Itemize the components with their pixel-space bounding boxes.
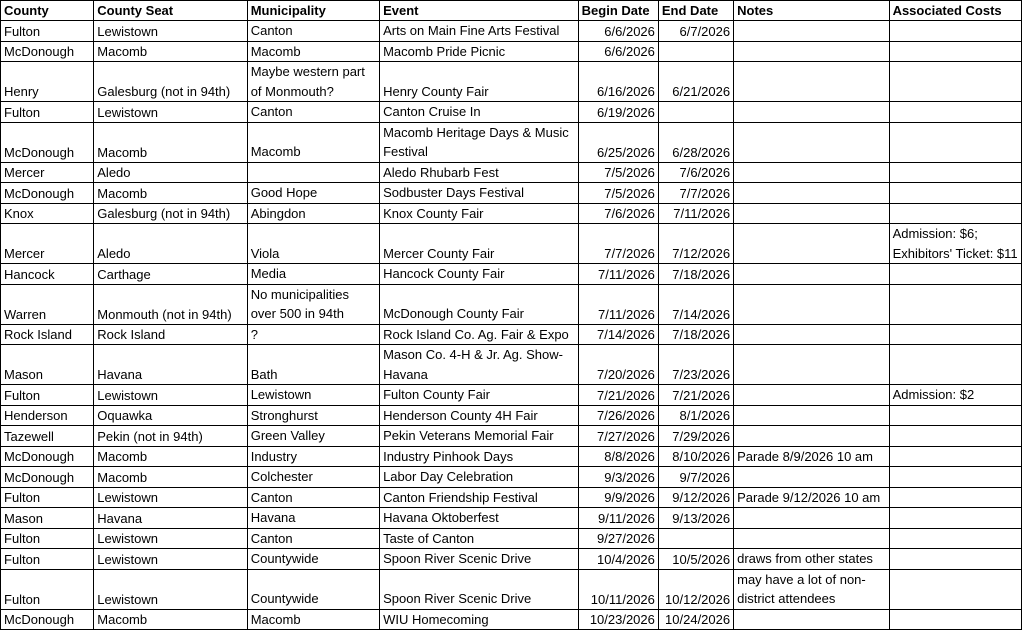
cell-begin-date[interactable]: 9/27/2026 (578, 528, 658, 549)
cell-municipality[interactable]: Countywide (247, 549, 379, 570)
cell-municipality[interactable]: Viola (247, 224, 379, 264)
cell-event[interactable]: Havana Oktoberfest (380, 508, 579, 529)
table-body (1, 21, 1022, 630)
header-county[interactable]: County (1, 1, 94, 21)
cell-begin-date[interactable]: 7/7/2026 (578, 224, 658, 264)
cell-event[interactable]: Henderson County 4H Fair (380, 405, 579, 426)
table-row (1, 569, 1022, 609)
cell-county[interactable]: Mercer (1, 224, 94, 264)
cell-associated-costs[interactable] (889, 426, 1021, 447)
cell-county-seat[interactable]: Macomb (94, 41, 247, 62)
cell-notes[interactable]: may have a lot of non-district attendees (734, 569, 889, 609)
table-row (1, 162, 1022, 183)
cell-county-seat[interactable]: Macomb (94, 122, 247, 162)
cell-event[interactable]: Aledo Rhubarb Fest (380, 162, 579, 183)
cell-event[interactable]: WIU Homecoming (380, 609, 579, 630)
cell-event[interactable]: Rock Island Co. Ag. Fair & Expo (380, 324, 579, 345)
table-row (1, 345, 1022, 385)
cell-end-date[interactable]: 6/28/2026 (658, 122, 733, 162)
cell-event[interactable]: Fulton County Fair (380, 385, 579, 406)
cell-county[interactable]: Rock Island (1, 324, 94, 345)
cell-county-seat[interactable]: Macomb (94, 609, 247, 630)
header-county-seat[interactable]: County Seat (94, 1, 247, 21)
cell-end-date[interactable]: 6/7/2026 (658, 21, 733, 42)
cell-end-date[interactable]: 6/21/2026 (658, 62, 733, 102)
cell-event[interactable]: Spoon River Scenic Drive (380, 569, 579, 609)
cell-county[interactable]: McDonough (1, 467, 94, 488)
cell-notes[interactable] (734, 21, 889, 42)
cell-event[interactable]: Sodbuster Days Festival (380, 183, 579, 204)
cell-county[interactable]: McDonough (1, 122, 94, 162)
cell-municipality[interactable]: Stronghurst (247, 405, 379, 426)
cell-event[interactable]: Canton Cruise In (380, 102, 579, 123)
cell-associated-costs[interactable] (889, 487, 1021, 508)
cell-notes[interactable] (734, 609, 889, 630)
cell-begin-date[interactable]: 9/3/2026 (578, 467, 658, 488)
cell-municipality[interactable]: Maybe western part of Monmouth? (247, 62, 379, 102)
table-row (1, 324, 1022, 345)
cell-associated-costs[interactable] (889, 609, 1021, 630)
table-row (1, 62, 1022, 102)
table-row (1, 264, 1022, 285)
cell-event[interactable]: Pekin Veterans Memorial Fair (380, 426, 579, 447)
cell-county[interactable]: McDonough (1, 41, 94, 62)
cell-county[interactable]: Tazewell (1, 426, 94, 447)
cell-begin-date[interactable]: 10/23/2026 (578, 609, 658, 630)
cell-notes[interactable] (734, 324, 889, 345)
cell-begin-date[interactable]: 6/16/2026 (578, 62, 658, 102)
cell-county[interactable]: Warren (1, 284, 94, 324)
cell-municipality[interactable] (247, 162, 379, 183)
cell-associated-costs[interactable] (889, 345, 1021, 385)
cell-county-seat[interactable]: Lewistown (94, 385, 247, 406)
cell-event[interactable]: Mason Co. 4-H & Jr. Ag. Show- Havana (380, 345, 579, 385)
cell-event[interactable]: McDonough County Fair (380, 284, 579, 324)
cell-end-date[interactable]: 9/7/2026 (658, 467, 733, 488)
cell-associated-costs[interactable] (889, 324, 1021, 345)
cell-municipality[interactable]: No municipalities over 500 in 94th (247, 284, 379, 324)
cell-notes[interactable] (734, 345, 889, 385)
cell-end-date[interactable]: 7/21/2026 (658, 385, 733, 406)
cell-county[interactable]: McDonough (1, 609, 94, 630)
cell-county[interactable]: Fulton (1, 487, 94, 508)
cell-end-date[interactable]: 8/10/2026 (658, 446, 733, 467)
cell-municipality[interactable]: Industry (247, 446, 379, 467)
cell-associated-costs[interactable]: Admission: $6; Exhibitors' Ticket: $11 (889, 224, 1021, 264)
cell-begin-date[interactable]: 7/5/2026 (578, 162, 658, 183)
header-end-date[interactable]: End Date (658, 1, 733, 21)
table-row (1, 224, 1022, 264)
cell-notes[interactable] (734, 122, 889, 162)
table-row (1, 528, 1022, 549)
table-row (1, 102, 1022, 123)
cell-municipality[interactable]: Colchester (247, 467, 379, 488)
table-row (1, 467, 1022, 488)
cell-county-seat[interactable]: Macomb (94, 467, 247, 488)
cell-county-seat[interactable]: Lewistown (94, 549, 247, 570)
cell-begin-date[interactable]: 7/11/2026 (578, 264, 658, 285)
cell-event[interactable]: Arts on Main Fine Arts Festival (380, 21, 579, 42)
cell-associated-costs[interactable] (889, 162, 1021, 183)
cell-associated-costs[interactable] (889, 405, 1021, 426)
cell-end-date[interactable]: 7/7/2026 (658, 183, 733, 204)
cell-associated-costs[interactable] (889, 122, 1021, 162)
cell-event[interactable]: Macomb Pride Picnic (380, 41, 579, 62)
table-row (1, 487, 1022, 508)
cell-event[interactable]: Canton Friendship Festival (380, 487, 579, 508)
cell-begin-date[interactable]: 7/14/2026 (578, 324, 658, 345)
table-row (1, 284, 1022, 324)
cell-begin-date[interactable]: 7/5/2026 (578, 183, 658, 204)
cell-begin-date[interactable]: 7/26/2026 (578, 405, 658, 426)
cell-begin-date[interactable]: 7/20/2026 (578, 345, 658, 385)
cell-county[interactable]: Knox (1, 203, 94, 224)
cell-municipality[interactable]: Countywide (247, 569, 379, 609)
cell-end-date[interactable]: 7/11/2026 (658, 203, 733, 224)
cell-end-date[interactable]: 9/13/2026 (658, 508, 733, 529)
cell-end-date[interactable]: 7/18/2026 (658, 264, 733, 285)
cell-associated-costs[interactable] (889, 21, 1021, 42)
cell-begin-date[interactable]: 6/25/2026 (578, 122, 658, 162)
cell-county[interactable]: Fulton (1, 569, 94, 609)
cell-county-seat[interactable]: Monmouth (not in 94th) (94, 284, 247, 324)
cell-associated-costs[interactable] (889, 183, 1021, 204)
cell-associated-costs[interactable] (889, 102, 1021, 123)
cell-county-seat[interactable]: Havana (94, 508, 247, 529)
cell-end-date[interactable]: 10/24/2026 (658, 609, 733, 630)
cell-notes[interactable] (734, 162, 889, 183)
cell-municipality[interactable]: Havana (247, 508, 379, 529)
cell-county[interactable]: Hancock (1, 264, 94, 285)
cell-notes[interactable] (734, 385, 889, 406)
table-row (1, 426, 1022, 447)
header-municipality[interactable]: Municipality (247, 1, 379, 21)
table-row (1, 405, 1022, 426)
cell-end-date[interactable] (658, 41, 733, 62)
cell-event[interactable]: Labor Day Celebration (380, 467, 579, 488)
cell-county[interactable]: Fulton (1, 549, 94, 570)
cell-associated-costs[interactable] (889, 569, 1021, 609)
table-row (1, 609, 1022, 630)
cell-end-date[interactable]: 10/12/2026 (658, 569, 733, 609)
cell-associated-costs[interactable] (889, 528, 1021, 549)
cell-county-seat[interactable]: Lewistown (94, 569, 247, 609)
cell-county[interactable]: Fulton (1, 102, 94, 123)
cell-end-date[interactable]: 7/23/2026 (658, 345, 733, 385)
cell-associated-costs[interactable] (889, 264, 1021, 285)
cell-begin-date[interactable]: 10/11/2026 (578, 569, 658, 609)
cell-county-seat[interactable]: Aledo (94, 162, 247, 183)
cell-associated-costs[interactable] (889, 549, 1021, 570)
cell-municipality[interactable]: Lewistown (247, 385, 379, 406)
cell-municipality[interactable]: Macomb (247, 41, 379, 62)
cell-county-seat[interactable]: Aledo (94, 224, 247, 264)
cell-notes[interactable] (734, 405, 889, 426)
cell-county-seat[interactable]: Lewistown (94, 528, 247, 549)
cell-county[interactable]: Mason (1, 508, 94, 529)
cell-municipality[interactable]: Canton (247, 21, 379, 42)
cell-begin-date[interactable]: 6/19/2026 (578, 102, 658, 123)
cell-county[interactable]: Henderson (1, 405, 94, 426)
table-row (1, 549, 1022, 570)
cell-begin-date[interactable]: 7/6/2026 (578, 203, 658, 224)
cell-associated-costs[interactable] (889, 508, 1021, 529)
cell-event[interactable]: Industry Pinhook Days (380, 446, 579, 467)
cell-county-seat[interactable]: Carthage (94, 264, 247, 285)
cell-notes[interactable] (734, 508, 889, 529)
table-row (1, 41, 1022, 62)
cell-municipality[interactable]: Macomb (247, 609, 379, 630)
header-notes[interactable]: Notes (734, 1, 889, 21)
cell-municipality[interactable]: Media (247, 264, 379, 285)
cell-event[interactable]: Knox County Fair (380, 203, 579, 224)
cell-end-date[interactable]: 9/12/2026 (658, 487, 733, 508)
cell-notes[interactable]: Parade 8/9/2026 10 am (734, 446, 889, 467)
cell-county[interactable]: McDonough (1, 446, 94, 467)
cell-county-seat[interactable]: Havana (94, 345, 247, 385)
cell-notes[interactable] (734, 264, 889, 285)
cell-county-seat[interactable]: Oquawka (94, 405, 247, 426)
cell-associated-costs[interactable] (889, 284, 1021, 324)
cell-notes[interactable] (734, 183, 889, 204)
cell-associated-costs[interactable] (889, 446, 1021, 467)
cell-municipality[interactable]: Bath (247, 345, 379, 385)
cell-event[interactable]: Mercer County Fair (380, 224, 579, 264)
cell-associated-costs[interactable] (889, 62, 1021, 102)
cell-notes[interactable] (734, 102, 889, 123)
cell-notes[interactable] (734, 467, 889, 488)
cell-end-date[interactable]: 7/29/2026 (658, 426, 733, 447)
cell-end-date[interactable]: 10/5/2026 (658, 549, 733, 570)
header-event[interactable]: Event (380, 1, 579, 21)
header-begin-date[interactable]: Begin Date (578, 1, 658, 21)
cell-notes[interactable] (734, 224, 889, 264)
cell-notes[interactable]: draws from other states (734, 549, 889, 570)
cell-county[interactable]: Fulton (1, 21, 94, 42)
cell-municipality[interactable]: Abingdon (247, 203, 379, 224)
cell-event[interactable]: Spoon River Scenic Drive (380, 549, 579, 570)
cell-end-date[interactable] (658, 102, 733, 123)
cell-county[interactable]: McDonough (1, 183, 94, 204)
cell-associated-costs[interactable] (889, 41, 1021, 62)
cell-associated-costs[interactable] (889, 203, 1021, 224)
table-row (1, 446, 1022, 467)
cell-associated-costs[interactable]: Admission: $2 (889, 385, 1021, 406)
cell-county-seat[interactable]: Lewistown (94, 487, 247, 508)
cell-associated-costs[interactable] (889, 467, 1021, 488)
cell-event[interactable]: Macomb Heritage Days & Music Festival (380, 122, 579, 162)
cell-county-seat[interactable]: Macomb (94, 183, 247, 204)
cell-notes[interactable] (734, 426, 889, 447)
cell-county[interactable]: Mercer (1, 162, 94, 183)
cell-county[interactable]: Henry (1, 62, 94, 102)
cell-county[interactable]: Fulton (1, 385, 94, 406)
table-row (1, 385, 1022, 406)
cell-begin-date[interactable]: 10/4/2026 (578, 549, 658, 570)
cell-municipality[interactable]: Canton (247, 102, 379, 123)
table-row (1, 203, 1022, 224)
table-row (1, 183, 1022, 204)
cell-municipality[interactable]: ? (247, 324, 379, 345)
table-row (1, 122, 1022, 162)
table-row (1, 21, 1022, 42)
cell-municipality[interactable]: Green Valley (247, 426, 379, 447)
cell-county-seat[interactable]: Galesburg (not in 94th) (94, 62, 247, 102)
header-associated-costs[interactable]: Associated Costs (889, 1, 1021, 21)
cell-county-seat[interactable]: Lewistown (94, 102, 247, 123)
cell-end-date[interactable]: 7/18/2026 (658, 324, 733, 345)
cell-begin-date[interactable]: 8/8/2026 (578, 446, 658, 467)
cell-notes[interactable] (734, 62, 889, 102)
cell-municipality[interactable]: Macomb (247, 122, 379, 162)
cell-end-date[interactable] (658, 528, 733, 549)
cell-notes[interactable] (734, 203, 889, 224)
cell-begin-date[interactable]: 6/6/2026 (578, 41, 658, 62)
cell-county[interactable]: Mason (1, 345, 94, 385)
cell-county-seat[interactable]: Macomb (94, 446, 247, 467)
cell-municipality[interactable]: Good Hope (247, 183, 379, 204)
cell-municipality[interactable]: Canton (247, 528, 379, 549)
cell-begin-date[interactable]: 9/9/2026 (578, 487, 658, 508)
cell-begin-date[interactable]: 7/11/2026 (578, 284, 658, 324)
cell-county-seat[interactable]: Lewistown (94, 21, 247, 42)
cell-notes[interactable] (734, 284, 889, 324)
cell-begin-date[interactable]: 7/27/2026 (578, 426, 658, 447)
cell-begin-date[interactable]: 9/11/2026 (578, 508, 658, 529)
cell-county-seat[interactable]: Rock Island (94, 324, 247, 345)
cell-event[interactable]: Hancock County Fair (380, 264, 579, 285)
table-row (1, 508, 1022, 529)
cell-event[interactable]: Henry County Fair (380, 62, 579, 102)
cell-county-seat[interactable]: Galesburg (not in 94th) (94, 203, 247, 224)
cell-notes[interactable] (734, 528, 889, 549)
cell-end-date[interactable]: 8/1/2026 (658, 405, 733, 426)
cell-begin-date[interactable]: 7/21/2026 (578, 385, 658, 406)
header-row (1, 1, 1022, 21)
cell-end-date[interactable]: 7/14/2026 (658, 284, 733, 324)
cell-county-seat[interactable]: Pekin (not in 94th) (94, 426, 247, 447)
cell-notes[interactable]: Parade 9/12/2026 10 am (734, 487, 889, 508)
cell-end-date[interactable]: 7/6/2026 (658, 162, 733, 183)
cell-event[interactable]: Taste of Canton (380, 528, 579, 549)
cell-end-date[interactable]: 7/12/2026 (658, 224, 733, 264)
cell-notes[interactable] (734, 41, 889, 62)
cell-begin-date[interactable]: 6/6/2026 (578, 21, 658, 42)
cell-county[interactable]: Fulton (1, 528, 94, 549)
cell-municipality[interactable]: Canton (247, 487, 379, 508)
